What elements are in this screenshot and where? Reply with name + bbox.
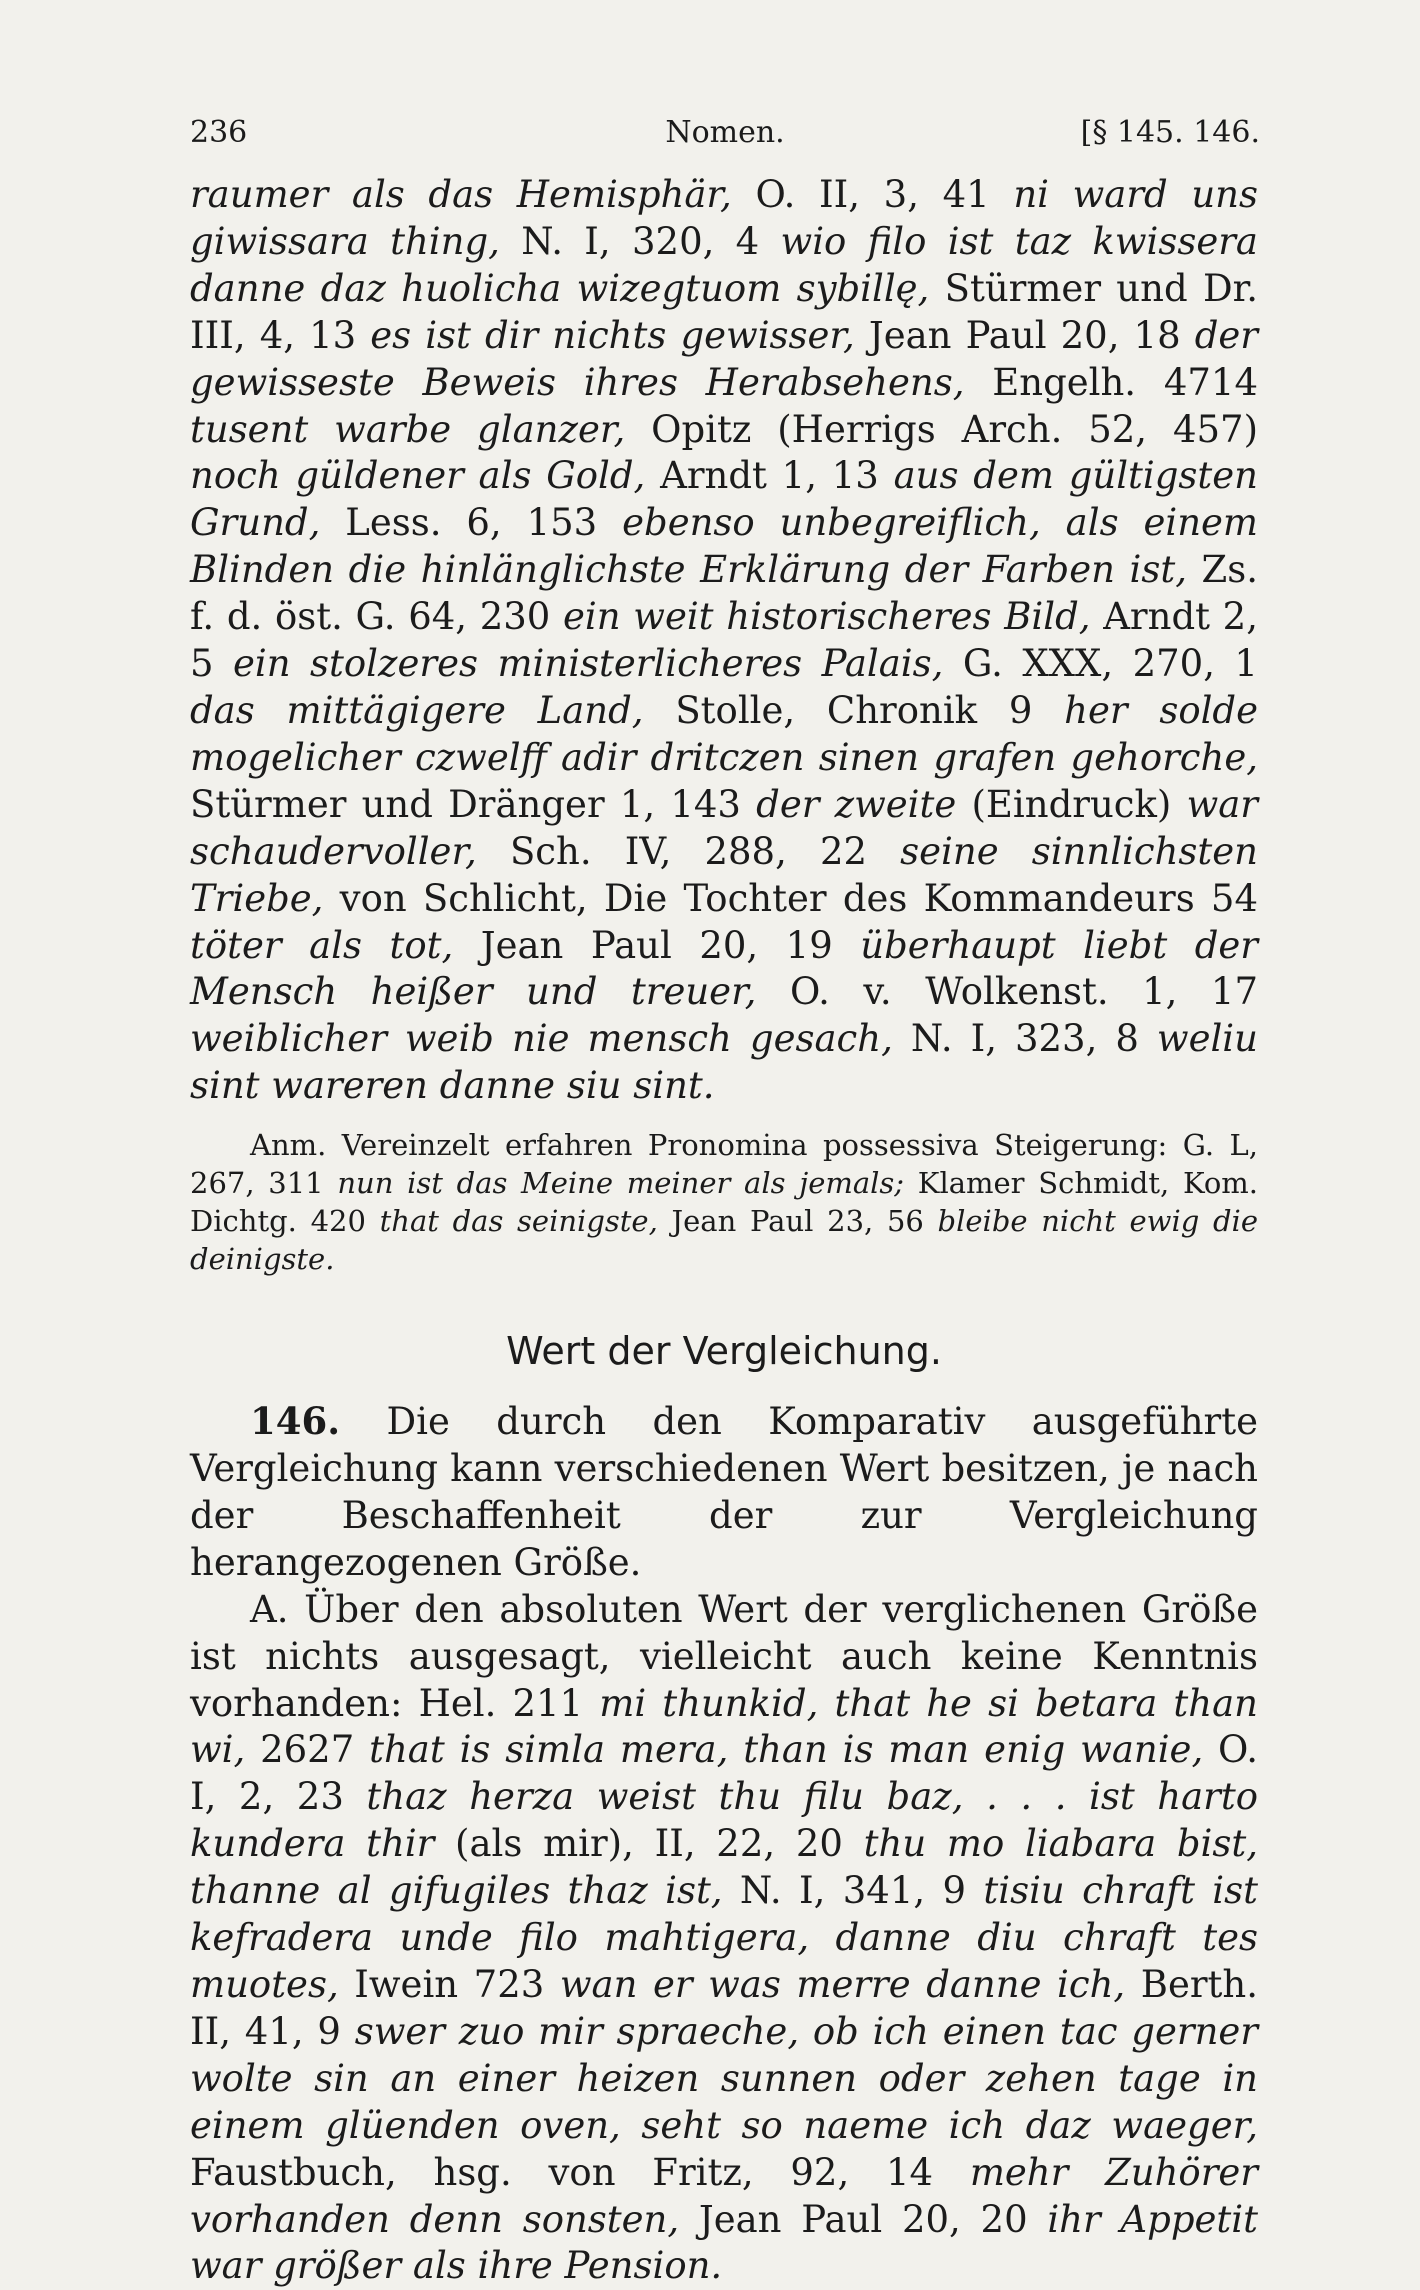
- running-title: Nomen.: [665, 115, 785, 150]
- paragraph-146: 146. Die durch den Komparativ ausgeführte Vergleichung kann verschiedenen Wert besitzen, je nach der Beschaffenheit der zur Vergleichung herangezogenen Größe.: [190, 1399, 1258, 1584]
- annotation-note: Anm. Vereinzelt erfahren Pronomina possessiva Steigerung: G. L, 267, 311 nun ist das Meine meiner als jemals; Klamer Schmidt, Kom. Dichtg. 420 that das seinigste, Jean Paul 23, 56 bleibe nicht ewig die deinigste.: [190, 1128, 1259, 1277]
- paragraph-a: A. Über den absoluten Wert der verglichenen Größe ist nichts ausgesagt, vielleicht auch keine Kenntnis vorhanden: Hel. 211 mi thunkid, that he si betara than wi, 2627 that is simla mera, than is man enig wanie, O. I, 2, 23 thaz herza weist thu filu baz, . . . ist harto kundera thir (als mir), II, 22, 20 thu mo liabara bist, thanne al gifugiles thaz ist, N. I, 341, 9 tisiu chraft ist kefradera unde filo mahtigera, danne diu chraft tes muotes, Iwein 723 wan er was merre danne ich, Berth. II, 41, 9 swer zuo mir spraeche, ob ich einen tac gerner wolte sin an einer heizen sunnen oder zehen tage in einem glüenden oven, seht so naeme ich daz waeger, Faustbuch, hsg. von Fritz, 92, 14 mehr Zuhörer vorhanden denn sonsten, Jean Paul 20, 20 ihr Appetit war größer als ihre Pension.: [190, 1587, 1259, 2288]
- section-reference: [§ 145. 146.: [1080, 115, 1260, 150]
- paragraph-examples: raumer als das Hemisphär, O. II, 3, 41 ni ward uns giwissara thing, N. I, 320, 4 wio filo ist taz kwissera danne daz huolicha wizegtuom sybillę, Stürmer und Dr. III, 4, 13 es ist dir nichts gewisser, Jean Paul 20, 18 der gewisseste Beweis ihres Herabsehens, Engelh. 4714 tusent warbe glanzer, Opitz (Herrigs Arch. 52, 457) noch güldener als Gold, Arndt 1, 13 aus dem gültigsten Grund, Less. 6, 153 ebenso unbegreiflich, als einem Blinden die hinlänglichste Erklärung der Farben ist, Zs. f. d. öst. G. 64, 230 ein weit historischeres Bild, Arndt 2, 5 ein stolzeres ministerlicheres Palais, G. XXX, 270, 1 das mittägigere Land, Stolle, Chronik 9 her solde mogelicher czwelff adir dritczen sinen grafen gehorche, Stürmer und Dränger 1, 143 der zweite (Eindruck) war schaudervoller, Sch. IV, 288, 22 seine sinnlichsten Triebe, von Schlicht, Die Tochter des Kommandeurs 54 töter als tot, Jean Paul 20, 19 überhaupt liebt der Mensch heißer und treuer, O. v. Wolkenst. 1, 17 weiblicher weib nie mensch gesach, N. I, 323, 8 weliu sint wareren danne siu sint.: [190, 173, 1259, 1108]
- page-number: 236: [190, 115, 248, 150]
- page-header: [190, 108, 1260, 158]
- page-body: [190, 172, 1258, 2290]
- section-number: 146.: [250, 1399, 341, 1444]
- section-heading: Wert der Vergleichung.: [506, 1329, 942, 1374]
